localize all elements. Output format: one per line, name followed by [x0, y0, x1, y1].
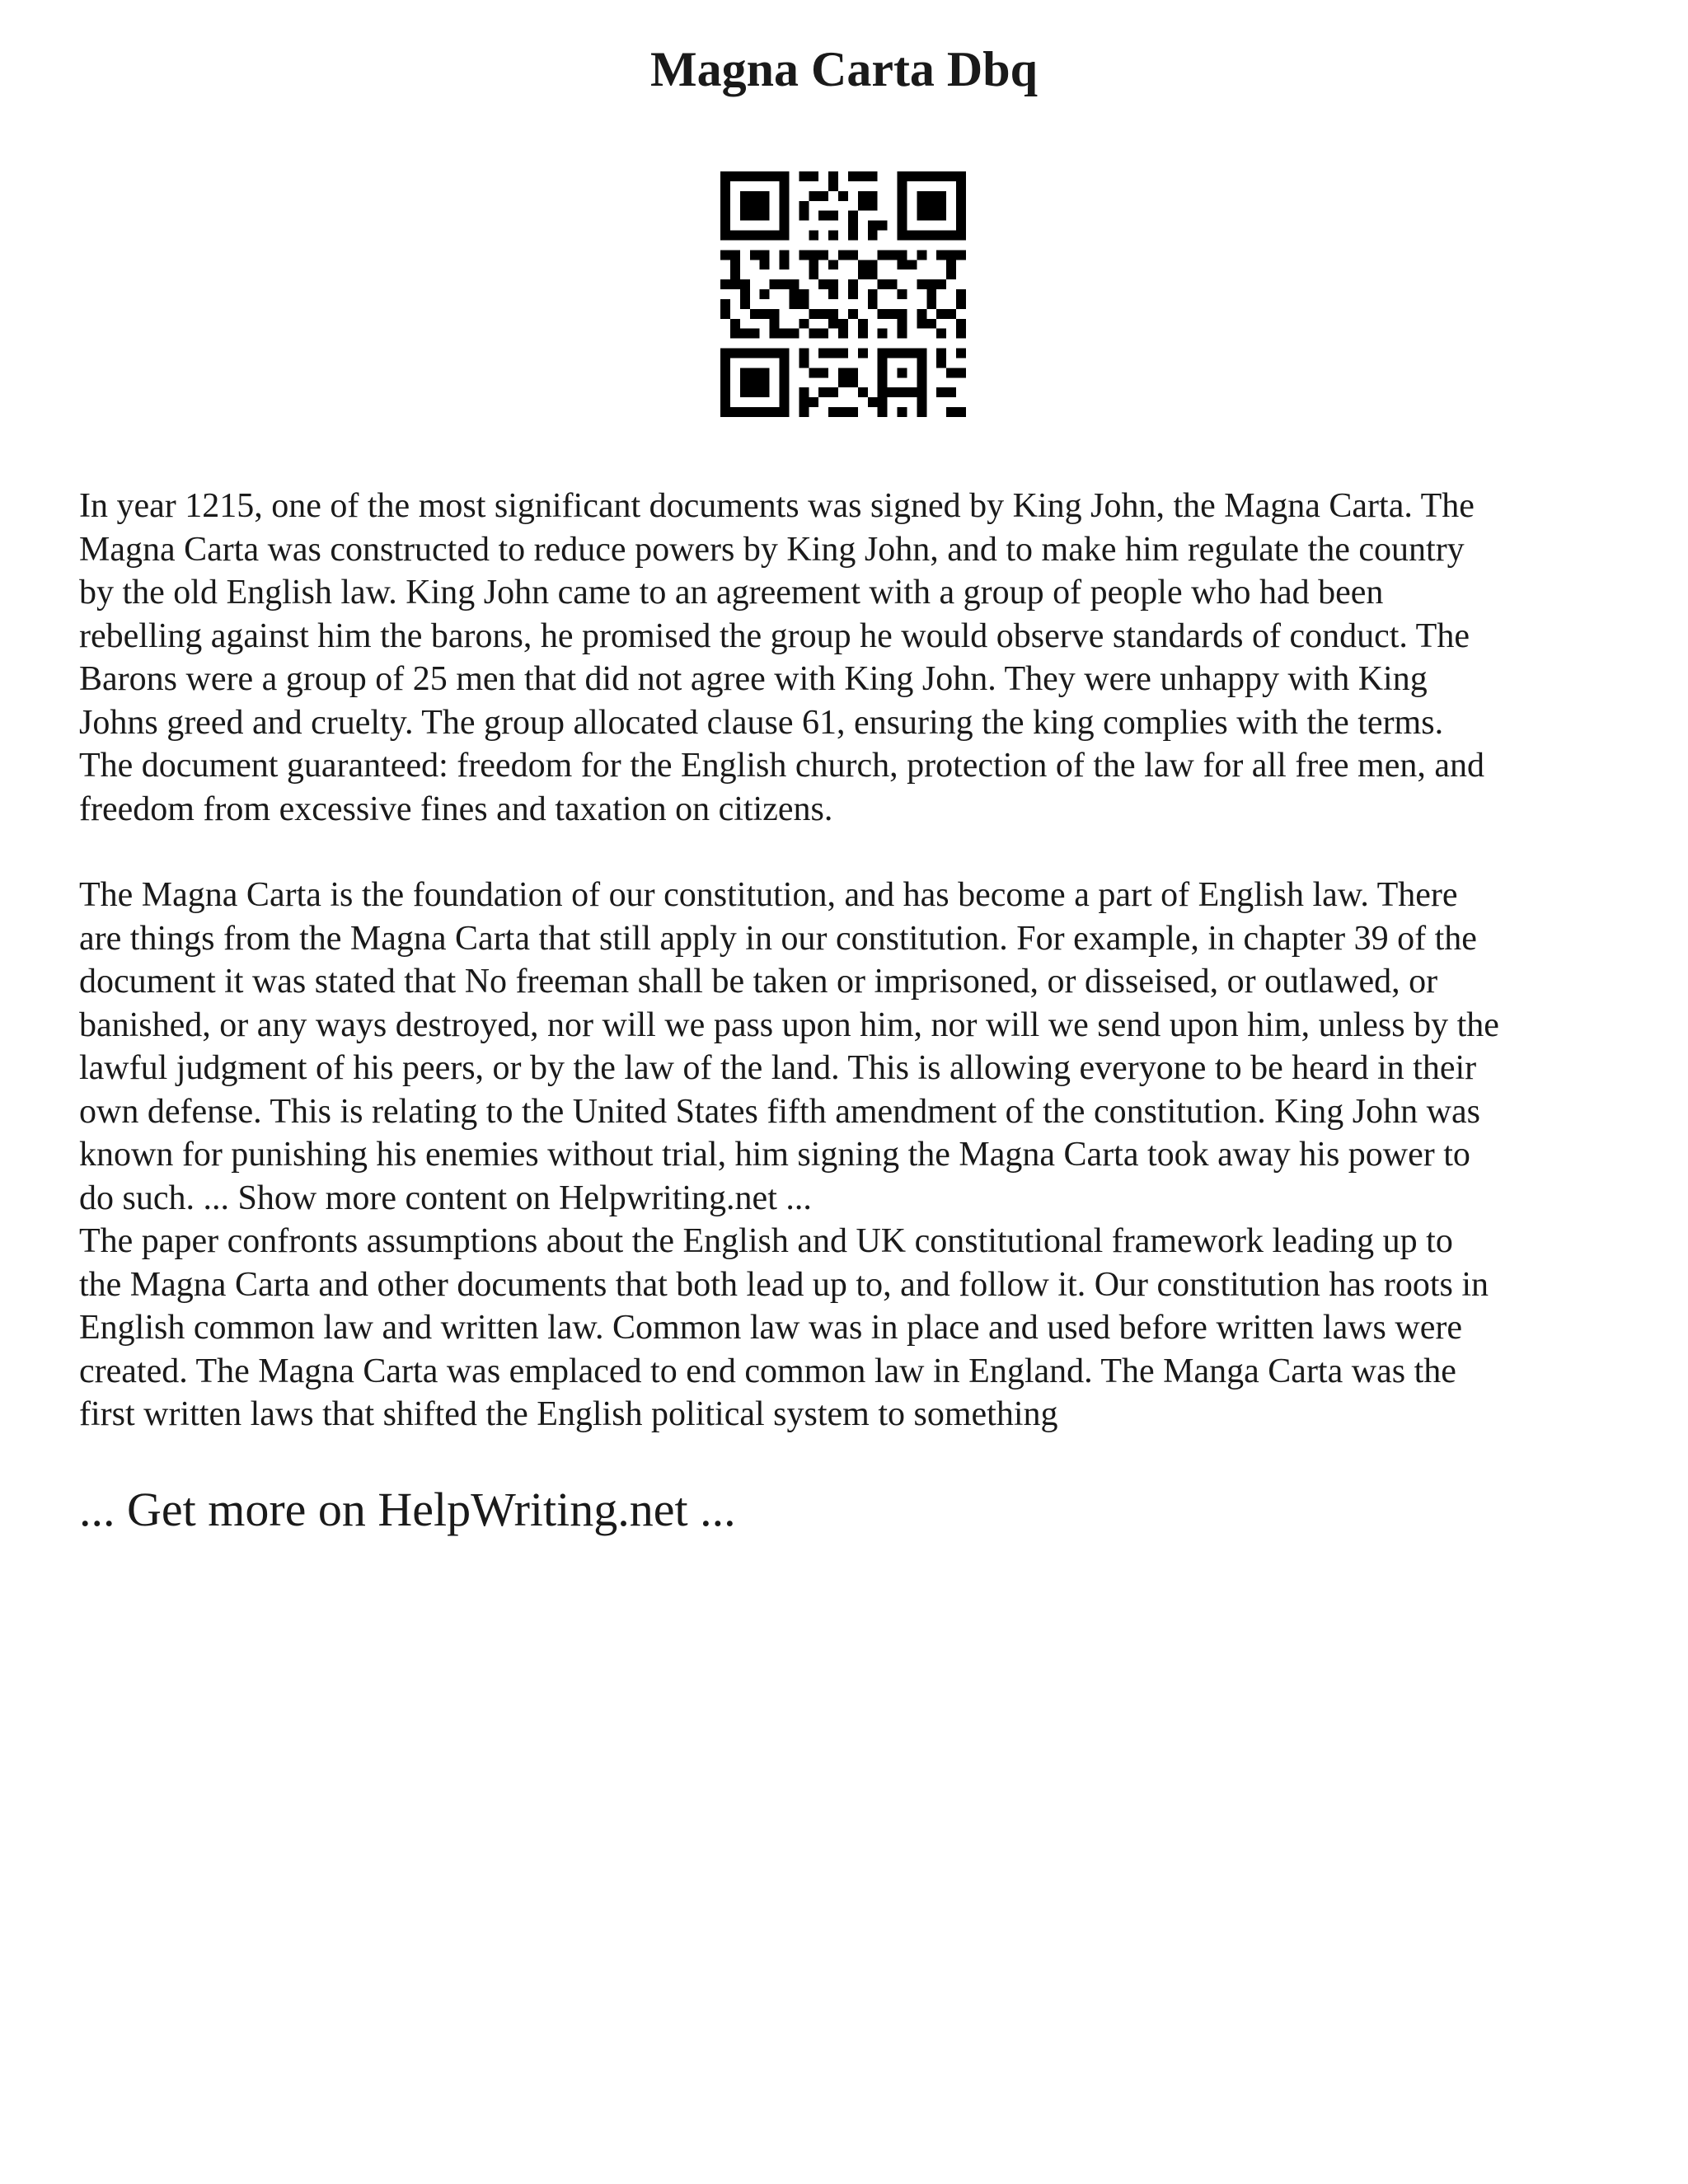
paragraph-framework: The paper confronts assumptions about the English and UK constitutional framework leading up to the Magna Carta and other documents that both lead up to, and follow it. Our constitution has roots in English common law and written law. Common law was in place and used before written laws were created. The Magna Carta was emplaced to end common law in England. The Manga Carta was the first written laws that shifted the English political system to something	[79, 1222, 1489, 1433]
get-more-link[interactable]: ... Get more on HelpWriting.net ...	[79, 1483, 736, 1536]
article-body	[79, 485, 1629, 1436]
paragraph-gap	[79, 831, 1629, 874]
paragraph-intro: In year 1215, one of the most significant documents was signed by King John, the Magna Carta. The Magna Carta was constructed to reduce powers by King John, and to make him regulate the country by the old English law. King John came to an agreement with a group of people who had been rebelling against him the barons, he promised the group he would observe standards of conduct. The Barons were a group of 25 men that did not agree with King John. They were unhappy with King Johns greed and cruelty. The group allocated clause 61, ensuring the king complies with the terms. The document guaranteed: freedom for the English church, protection of the law for all free men, and freedom from excessive fines and taxation on citizens.	[79, 487, 1484, 828]
paragraph-constitution: The Magna Carta is the foundation of our constitution, and has become a part of English law. There are things from the Magna Carta that still apply in our constitution. For example, in chapter 39 of the document it was stated that No freeman shall be taken or imprisoned, or disseised, or outlawed, or banished, or any ways destroyed, nor will we pass upon him, nor will we send upon him, unless by the lawful judgment of his peers, or by the law of the land. This is allowing everyone to be heard in their own defense. This is relating to the United States fifth amendment of the constitution. King John was known for punishing his enemies without trial, him signing the Magna Carta took away his power to do such. ... Show more content on Helpwriting.net ...	[79, 876, 1499, 1217]
page-title: Magna Carta Dbq	[649, 42, 1038, 96]
qr-code-icon[interactable]	[720, 171, 966, 417]
